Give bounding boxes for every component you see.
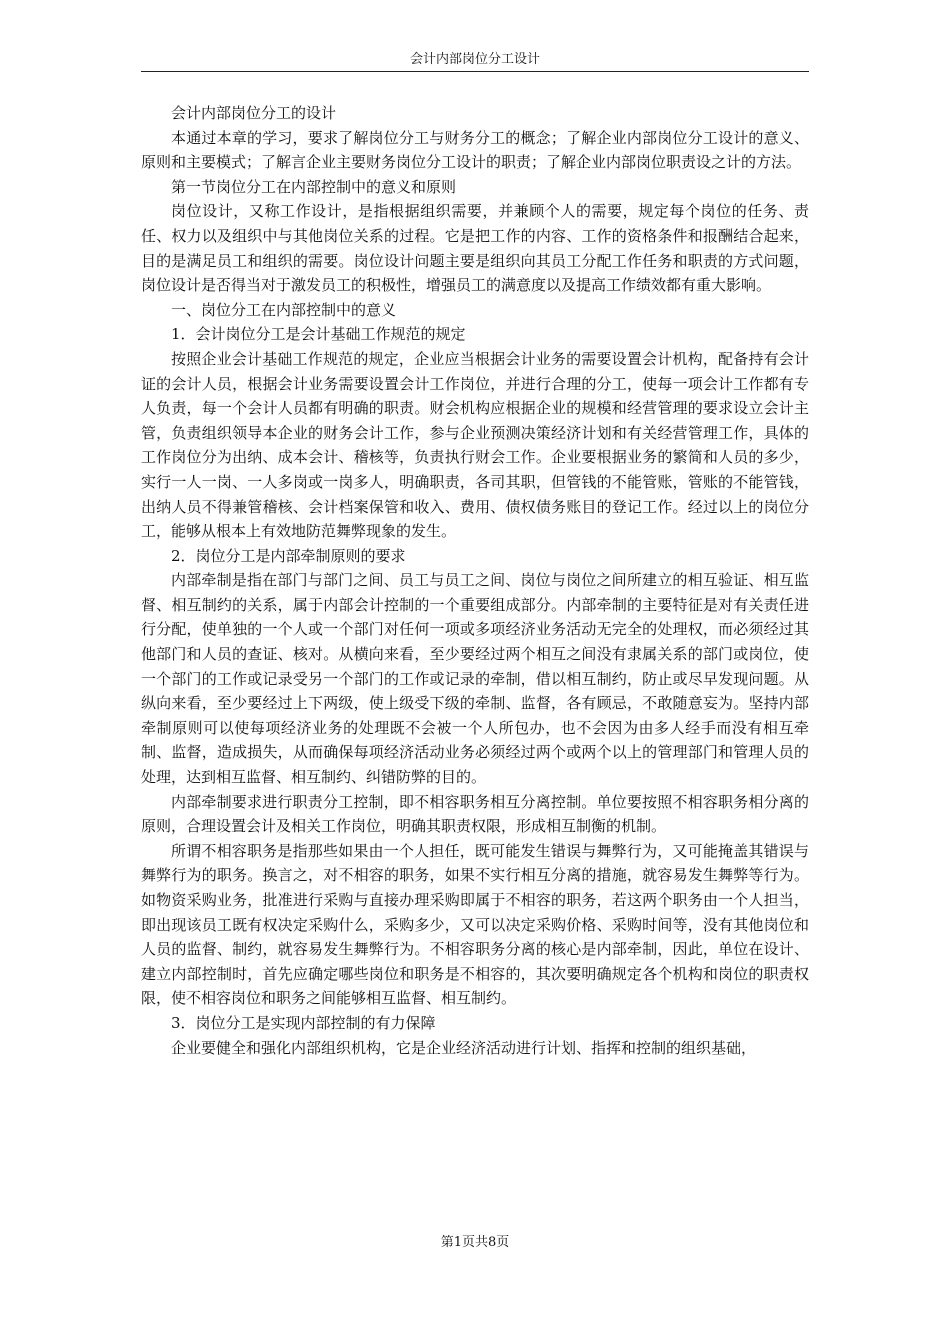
body-paragraph: 企业要健全和强化内部组织机构，它是企业经济活动进行计划、指挥和控制的组织基础， <box>171 1038 757 1057</box>
body-paragraph: 内部牵制要求进行职责分工控制，即不相容职务相互分离控制。单位要按照不相容职务相分离的原则，合理设置会计及相关工作岗位，明确其职责权限，形成相互制衡的机制。 <box>141 792 809 836</box>
intro-paragraph: 本通过本章的学习，要求了解岗位分工与财务分工的概念；了解企业内部岗位分工设计的意义、原则和主要模式；了解言企业主要财务岗位分工设计的职责；了解企业内部岗位职责设之计的方法。 <box>141 128 809 172</box>
body-paragraph: 岗位设计，又称工作设计，是指根据组织需要，并兼顾个人的需要，规定每个岗位的任务、责任、权力以及组织中与其他岗位关系的过程。它是把工作的内容、工作的资格条件和报酬结合起来，目的是满足员工和组织的需要。岗位设计问题主要是组织向其员工分配工作任务和职责的方式问题，岗位设计是否得当对于激发员工的积极性，增强员工的满意度以及提高工作绩效都有重大影响。 <box>141 202 809 295</box>
item-heading: 2．岗位分工是内部牵制原则的要求 <box>171 546 406 565</box>
page-header: 会计内部岗位分工设计 <box>141 50 809 72</box>
body-paragraph: 内部牵制是指在部门与部门之间、员工与员工之间、岗位与岗位之间所建立的相互验证、相互监督、相互制约的关系，属于内部会计控制的一个重要组成部分。内部牵制的主要特征是对有关责任进行分配，使单独的一个人或一个部门对任何一项或多项经济业务活动无完全的处理权，而必须经过其他部门和人员的查证、核对。从横向来看，至少要经过两个相互之间没有隶属关系的部门或岗位，使一个部门的工作或记录受另一个部门的工作或记录的牵制，借以相互制约，防止或尽早发现问题。从纵向来看，至少要经过上下两级，使上级受下级的牵制、监督，各有顾忌，不敢随意妄为。坚持内部牵制原则可以使每项经济业务的处理既不会被一个人所包办，也不会因为由多人经手而没有相互牵制、监督，造成损失，从而确保每项经济活动业务必须经过两个或两个以上的管理部门和管理人员的处理，达到相互监督、相互制约、纠错防弊的目的。 <box>141 571 809 787</box>
doc-title: 会计内部岗位分工的设计 <box>171 104 337 122</box>
section-heading: 第一节岗位分工在内部控制中的意义和原则 <box>171 177 457 196</box>
page-footer: 第1页共8页 <box>440 1235 510 1250</box>
body-paragraph: 所谓不相容职务是指那些如果由一个人担任，既可能发生错误与舞弊行为，又可能掩盖其错误与舞弊行为的职务。换言之，对不相容的职务，如果不实行相互分离的措施，就容易发生舞弊等行为。如物资采购业务，批准进行采购与直接办理采购即属于不相容的职务，若这两个职务由一个人担当，即出现该员工既有权决定采购什么，采购多少，又可以决定采购价格、采购时间等，没有其他岗位和人员的监督、制约，就容易发生舞弊行为。不相容职务分离的核心是内部牵制，因此，单位在设计、建立内部控制时，首先应确定哪些岗位和职务是不相容的，其次要明确规定各个机构和岗位的职责权限，使不相容岗位和职务之间能够相互监督、相互制约。 <box>141 841 809 1008</box>
item-heading: 3．岗位分工是实现内部控制的有力保障 <box>171 1013 436 1032</box>
subsection-heading: 一、岗位分工在内部控制中的意义 <box>171 300 397 319</box>
document-body <box>141 101 809 1060</box>
item-heading: 1．会计岗位分工是会计基础工作规范的规定 <box>171 325 466 344</box>
body-paragraph: 按照企业会计基础工作规范的规定，企业应当根据会计业务的需要设置会计机构，配备持有会计证的会计人员，根据会计业务需要设置会计工作岗位，并进行合理的分工，使每一项会计工作都有专人负责，每一个会计人员都有明确的职责。财会机构应根据企业的规模和经营管理的要求设立会计主管，负责组织领导本企业的财务会计工作，参与企业预测决策经济计划和有关经营管理工作，具体的工作岗位分为出纳、成本会计、稽核等，负责执行财会工作。企业要根据业务的繁简和人员的多少，实行一人一岗、一人多岗或一岗多人，明确职责，各司其职，但管钱的不能管账，管账的不能管钱，出纳人员不得兼管稽核、会计档案保管和收入、费用、债权债务账目的登记工作。经过以上的岗位分工，能够从根本上有效地防范舞弊现象的发生。 <box>141 349 809 541</box>
